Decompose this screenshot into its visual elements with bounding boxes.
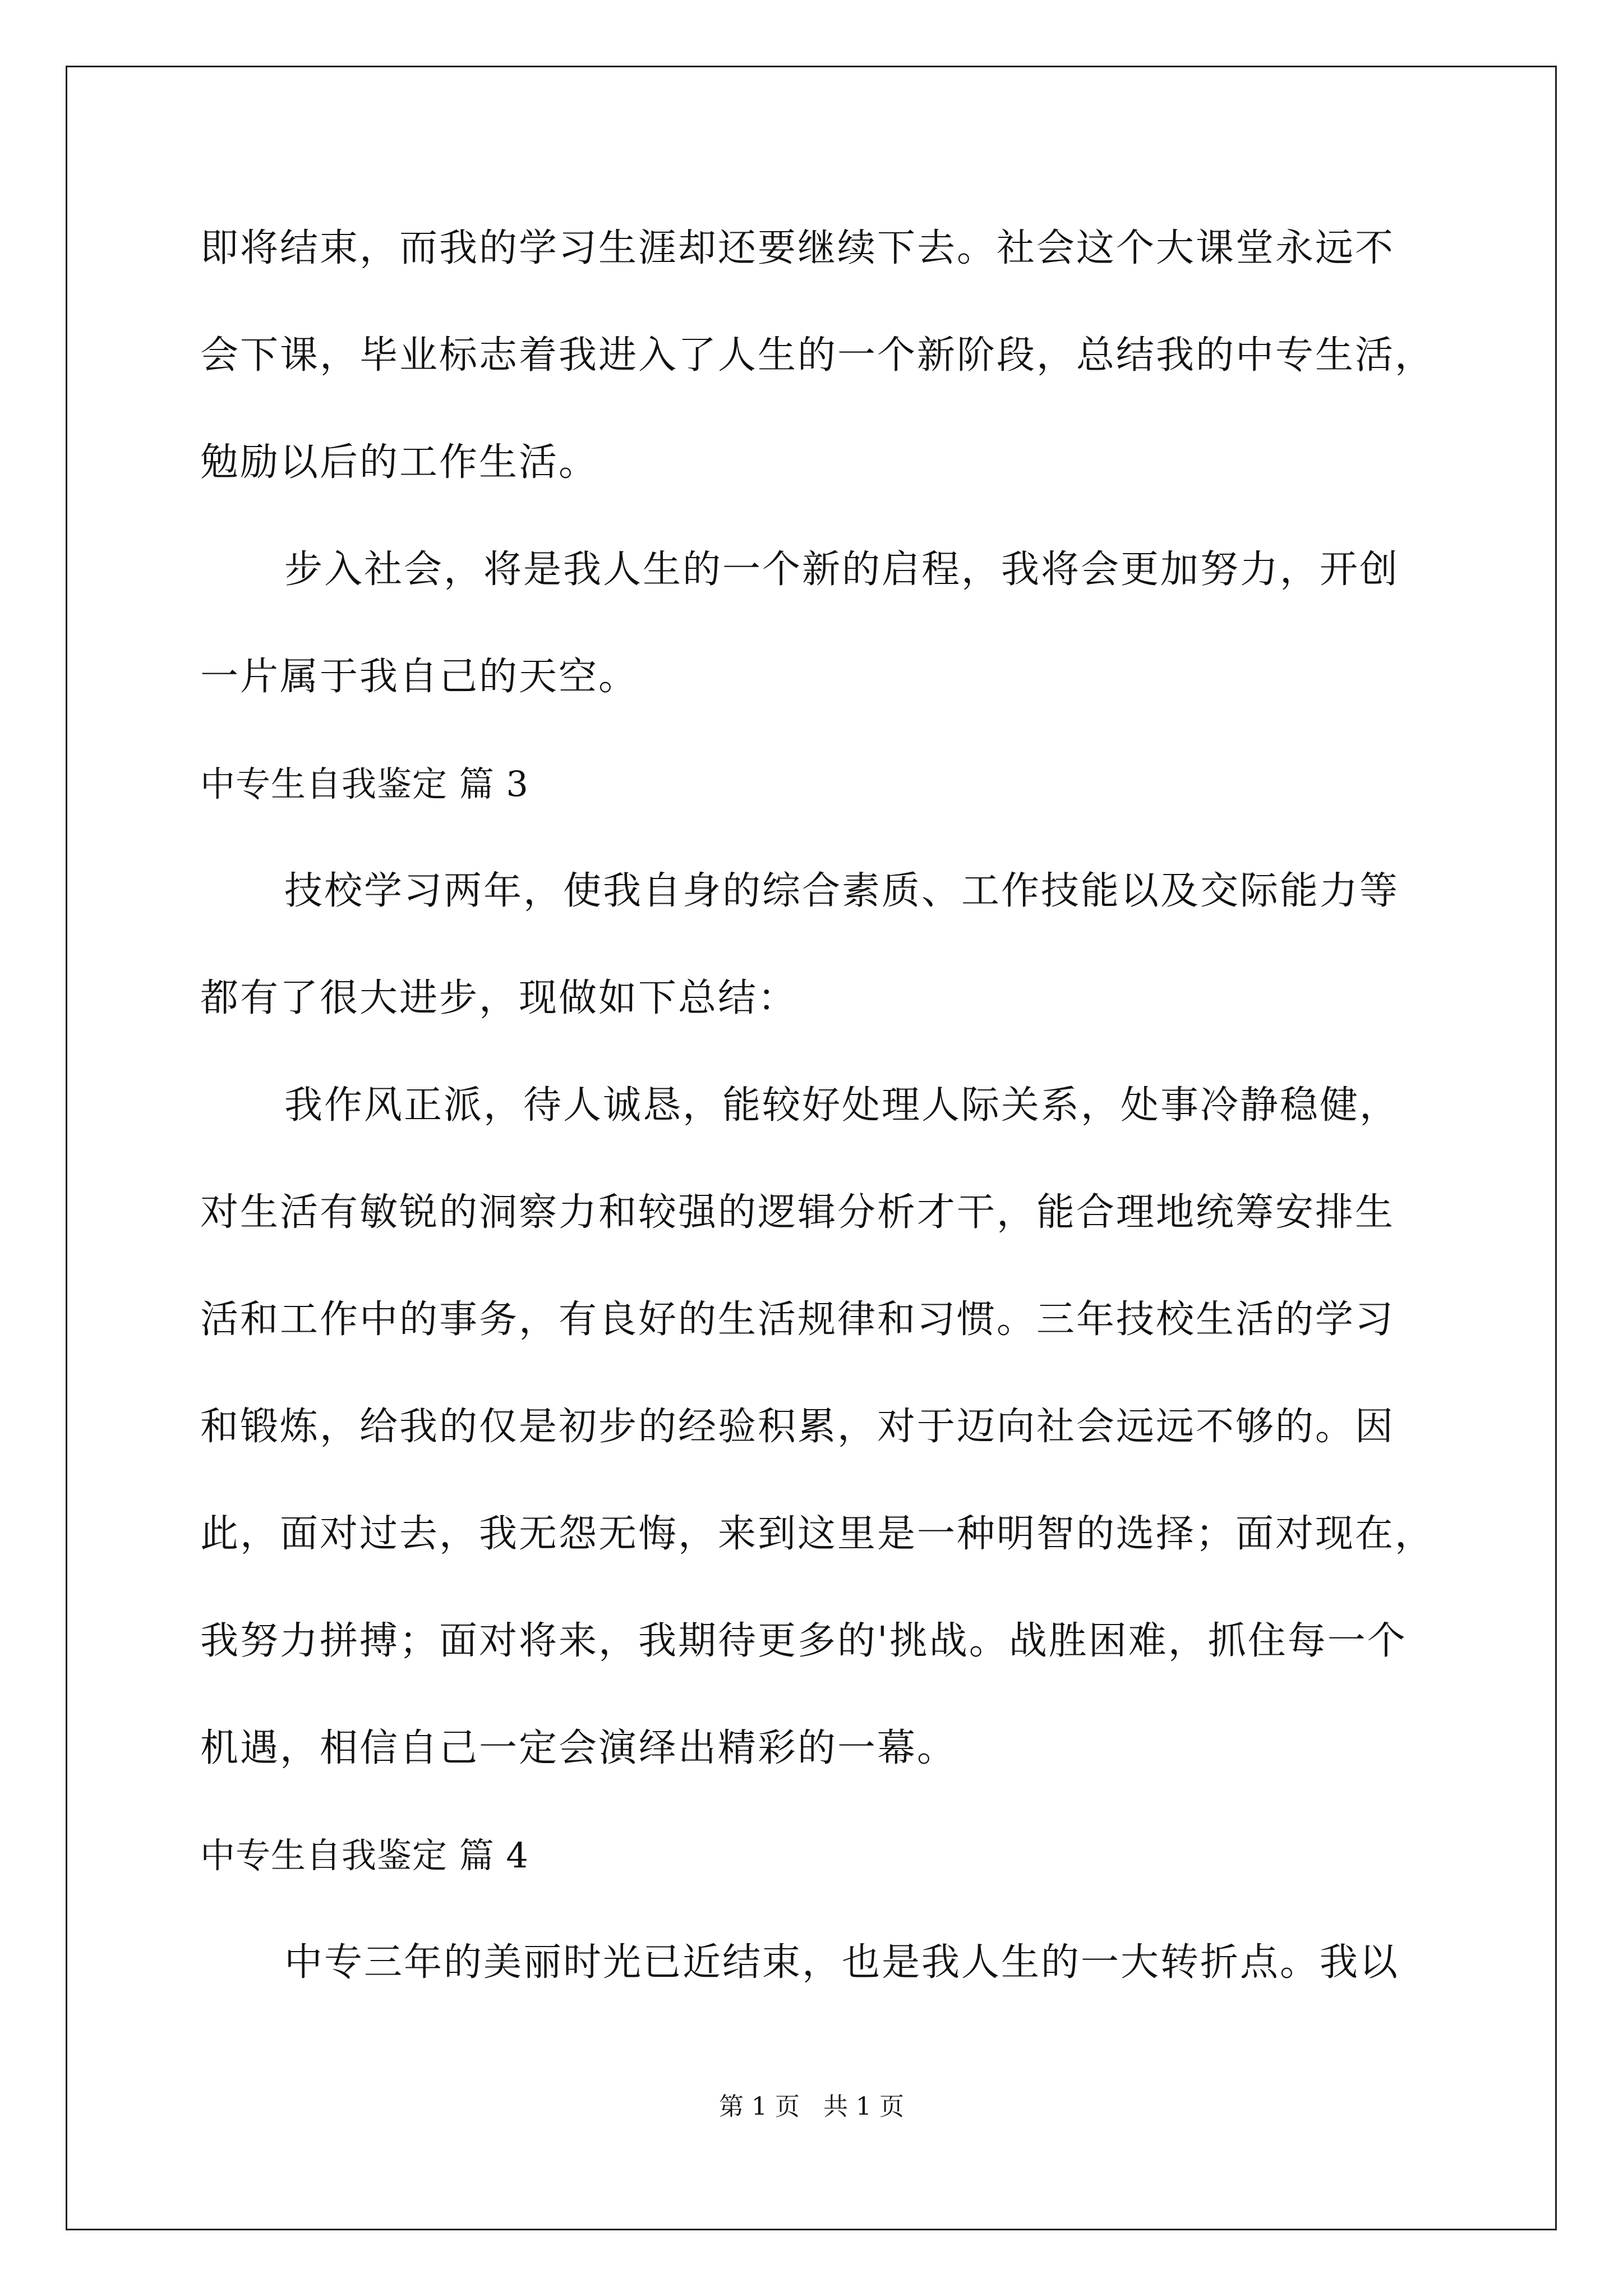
paragraph-line: 活和工作中的事务，有良好的生活规律和习惯。三年技校生活的学习 [200, 1297, 1395, 1342]
paragraph-line: 一片属于我自己的天空。 [200, 655, 639, 699]
paragraph-line: 即将结束，而我的学习生涯却还要继续下去。社会这个大课堂永远不 [200, 226, 1395, 270]
section-heading: 中专生自我鉴定 篇 4 [200, 1835, 529, 1876]
page-footer: 第 1 页 共 1 页 [719, 2092, 904, 2121]
page-border [66, 66, 1557, 2230]
paragraph-line: 我努力拼搏；面对将来，我期待更多的'挑战。战胜困难，抓住每一个 [200, 1619, 1407, 1663]
paragraph-line: 技校学习两年，使我自身的综合素质、工作技能以及交际能力等 [284, 869, 1400, 913]
paragraph-line: 对生活有敏锐的洞察力和较强的逻辑分析才干，能合理地统筹安排生 [200, 1190, 1395, 1235]
section-heading: 中专生自我鉴定 篇 3 [200, 763, 529, 804]
paragraph-line: 都有了很大进步，现做如下总结： [200, 976, 798, 1020]
paragraph-line: 和锻炼，给我的仅是初步的经验积累，对于迈向社会远远不够的。因 [200, 1405, 1395, 1449]
paragraph-line: 步入社会，将是我人生的一个新的启程，我将会更加努力，开创 [284, 547, 1400, 592]
paragraph-line: 机遇，相信自己一定会演绎出精彩的一幕。 [200, 1726, 957, 1770]
paragraph-line: 我作风正派，待人诚恳，能较好处理人际关系，处事冷静稳健， [284, 1083, 1400, 1128]
paragraph-line: 会下课，毕业标志着我进入了人生的一个新阶段，总结我的中专生活， [200, 333, 1435, 378]
paragraph-line: 勉励以后的工作生活。 [200, 440, 599, 485]
paragraph-line: 中专三年的美丽时光已近结束，也是我人生的一大转折点。我以 [284, 1940, 1400, 1985]
paragraph-line: 此，面对过去，我无怨无悔，来到这里是一种明智的选择；面对现在， [200, 1512, 1435, 1556]
